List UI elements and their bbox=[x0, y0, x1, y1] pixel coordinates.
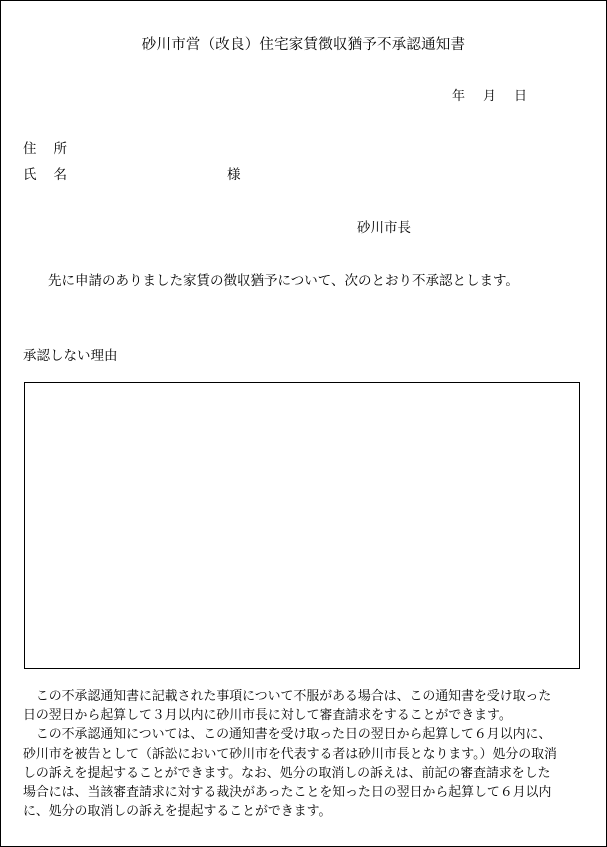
name-label-1: 氏 bbox=[23, 167, 37, 183]
day-label: 日 bbox=[514, 89, 528, 104]
name-field bbox=[23, 163, 67, 183]
appeal-notes bbox=[23, 687, 602, 821]
notes-line: 場合には、当該審査請求に対する裁決があったことを知った日の翌日から起算して６月以内 bbox=[23, 784, 552, 800]
document-title: 砂川市営（改良）住宅家賃徴収猶予不承認通知書 bbox=[141, 37, 466, 53]
notes-line: この不承認通知については、この通知書を受け取った日の翌日から起算して６月以内に、 bbox=[23, 727, 552, 743]
year-label: 年 bbox=[452, 89, 466, 104]
notice-statement: 先に申請のありました家賃の徴収猶予について、次のとおり不承認とします。 bbox=[48, 273, 519, 289]
month-label: 月 bbox=[483, 89, 497, 104]
honorific: 様 bbox=[227, 167, 241, 183]
issuer-name: 砂川市長 bbox=[357, 220, 411, 236]
address-field bbox=[23, 137, 67, 157]
reason-label: 承認しない理由 bbox=[23, 348, 118, 364]
name-label-2: 名 bbox=[53, 167, 67, 183]
notes-line: 砂川市を被告として（訴訟において砂川市を代表する者は砂川市長となります。）処分の取消 bbox=[23, 746, 557, 762]
notes-line: に、処分の取消しの訴えを提起することができます。 bbox=[23, 804, 332, 820]
address-label-2: 所 bbox=[53, 141, 67, 157]
notes-line: この不承認通知書に記載された事項について不服がある場合は、この通知書を受け取った bbox=[23, 689, 552, 704]
address-label-1: 住 bbox=[23, 141, 37, 157]
date-line bbox=[452, 85, 527, 104]
reason-box bbox=[24, 382, 580, 669]
notes-line: 日の翌日から起算して３月以内に砂川市長に対して審査請求をすることができます。 bbox=[23, 708, 512, 724]
notes-line: しの訴えを提起することができます。なお、処分の取消しの訴えは、前記の審査請求をした bbox=[23, 765, 551, 781]
